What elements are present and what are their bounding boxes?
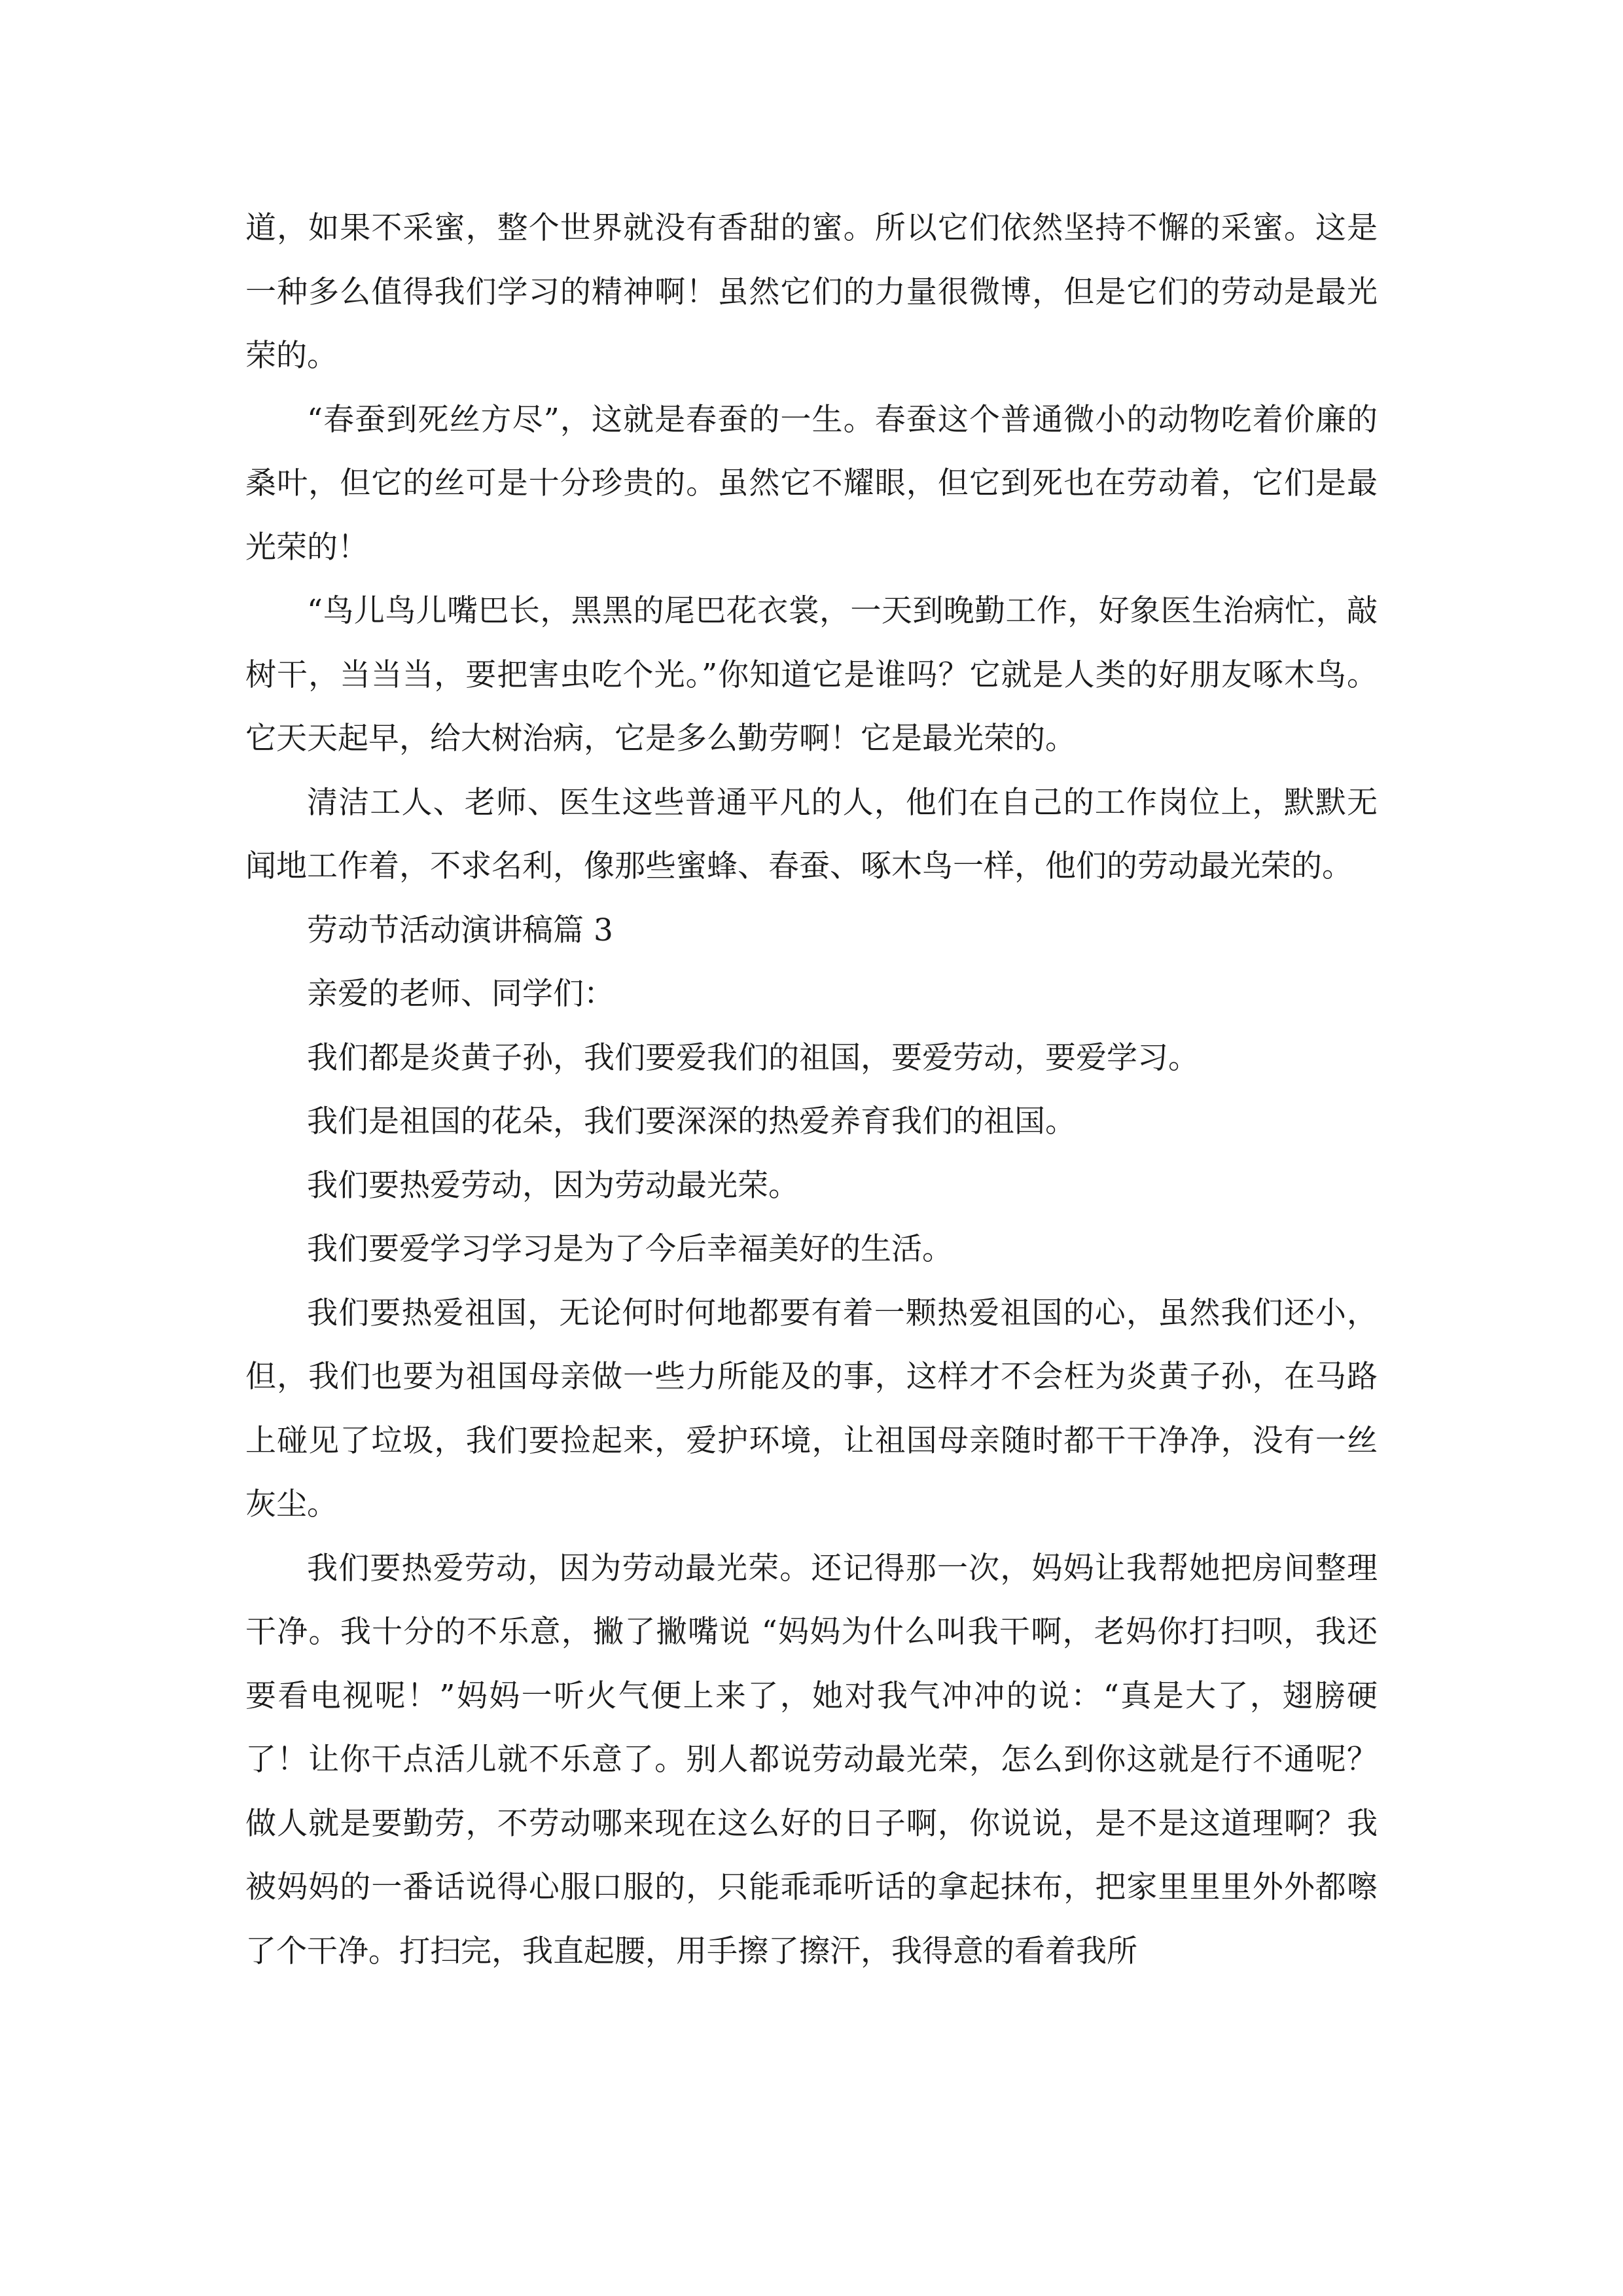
paragraph: 我们要爱学习学习是为了今后幸福美好的生活。 [307,1231,953,1267]
paragraph: 我们要热爱祖国，无论何时何地都要有着一颗热爱祖国的心，虽然我们还小，但，我们也要为祖国母亲做一些力所能及的事，这样才不会枉为炎黄子孙，在马路上碰见了垃圾，我们要捡起来，爱护环境，让祖国母亲随时都干干净净，没有一丝灰尘。 [245,1295,1378,1522]
paragraph: 清洁工人、老师、医生这些普通平凡的人，他们在自己的工作岗位上，默默无闻地工作着，不求名利，像那些蜜蜂、春蚕、啄木鸟一样，他们的劳动最光荣的。 [245,784,1378,884]
paragraph: 道，如果不采蜜，整个世界就没有香甜的蜜。所以它们依然坚持不懈的采蜜。这是一种多么值得我们学习的精神啊！虽然它们的力量很微博，但是它们的劳动是最光荣的。 [245,210,1378,374]
document-page [245,196,1378,1983]
paragraph: “鸟儿鸟儿嘴巴长，黑黑的尾巴花衣裳，一天到晚勤工作，好象医生治病忙，敲树干，当当当，要把害虫吃个光。”你知道它是谁吗？它就是人类的好朋友啄木鸟。它天天起早，给大树治病，它是多么勤劳啊！它是最光荣的。 [245,593,1378,757]
paragraph: “春蚕到死丝方尽”，这就是春蚕的一生。春蚕这个普通微小的动物吃着价廉的桑叶，但它的丝可是十分珍贵的。虽然它不耀眼，但它到死也在劳动着，它们是最光荣的！ [245,401,1378,565]
section-heading: 劳动节活动演讲稿篇 3 [307,912,613,948]
paragraph: 我们要热爱劳动，因为劳动最光荣。还记得那一次，妈妈让我帮她把房间整理干净。我十分的不乐意，撇了撇嘴说 “妈妈为什么叫我干啊，老妈你打扫呗，我还要看电视呢！”妈妈一听火气便上来了，她对我气冲冲的说：“真是大了，翅膀硬了！让你干点活儿就不乐意了。别人都说劳动最光荣，怎么到你这就是行不通呢？做人就是要勤劳，不劳动哪来现在这么好的日子啊，你说说，是不是这道理啊？我被妈妈的一番话说得心服口服的，只能乖乖听话的拿起抹布，把家里里里外外都嚓了个干净。打扫完，我直起腰，用手擦了擦汗，我得意的看着我所 [245,1550,1378,1969]
paragraph: 我们要热爱劳动，因为劳动最光荣。 [307,1167,799,1204]
paragraph: 我们是祖国的花朵，我们要深深的热爱养育我们的祖国。 [307,1103,1076,1139]
paragraph: 我们都是炎黄子孙，我们要爱我们的祖国，要爱劳动，要爱学习。 [307,1039,1199,1076]
salutation: 亲爱的老师、同学们： [307,976,615,1012]
